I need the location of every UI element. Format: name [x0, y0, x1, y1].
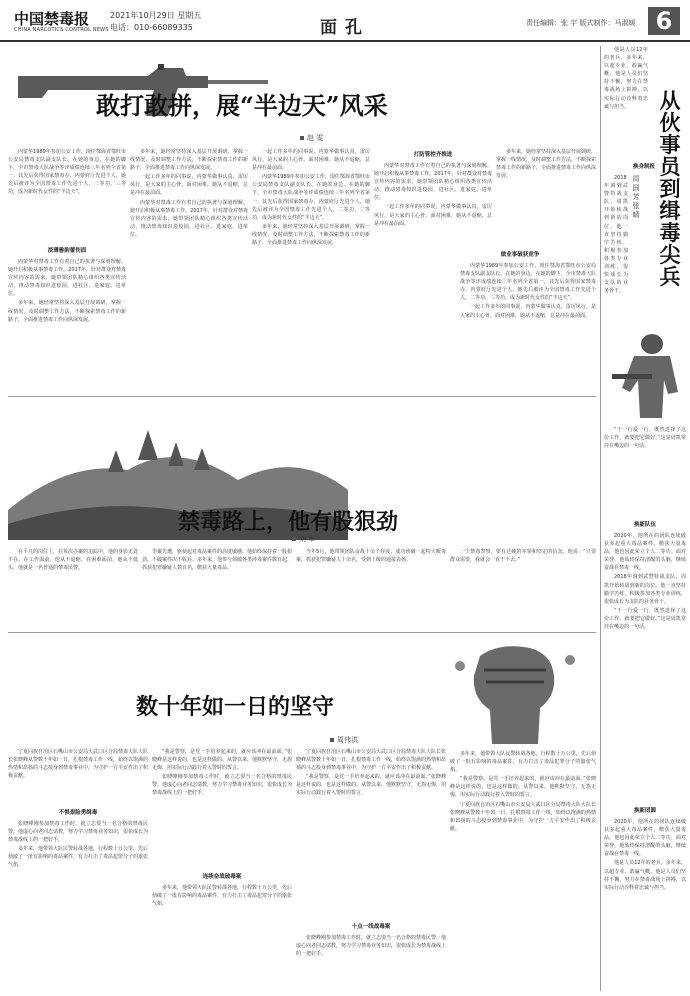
- issue-phone: 电话：010-66089335: [110, 23, 193, 32]
- article-1-paragraph: 内蒙华1989年参加公安工作，现任鄂海省鄂旺市公安局禁毒支队副支队长。在她的身边，在她的脚下，全市禁毒大队战争等评成绩连续三年名列全省第一，其先后获得国家禁毒办、内蒙府厅先进个人，她先后被评为全国禁毒工作先进个人，二等功、三等功，成为新时代女性的“半边天”。: [460, 263, 596, 302]
- soldier-silhouette-icon: [604, 322, 686, 422]
- article-3-column-1b: [8, 820, 148, 990]
- article-3-byline: [330, 735, 358, 745]
- byline-marker-icon: [300, 136, 304, 140]
- sidebar-intro: [604, 46, 648, 158]
- article-3-paragraph: “我是警察，是党一手培养起来的，就应该冲在最前面。”张晓峰是这样说的，也是这样做的。从警以来，他默默坚守，无怨无悔，用实际行动践行着入警时的誓言。: [296, 774, 446, 797]
- article-1-paragraph: 多年来，她经常坚持深入基层开展调研，掌握一线情况，及时调整工作方法，不断探索禁毒工作的新路子，全面推进禁毒工作向纵深发展。: [496, 149, 596, 180]
- sidebar-paragraph: 2020年，他所在的团队连续破获多起重大毒品案件，缴获大量毒品，他也因此荣立个人二等功。面对荣誉，他始终保持清醒的头脑，继续奋战在禁毒一线。: [604, 533, 686, 572]
- article-2-paragraph: 今年5月，他带领团队奋战十余个昼夜，成功侦破一起特大贩毒案，抓获犯罪嫌疑人十余名，受到上级的通报表扬。: [296, 549, 446, 564]
- article-3-hands-illustration: [420, 636, 596, 746]
- article-1-paragraph: 内蒙华1989年参加公安工作，现任鄂海省鄂旺市公安局禁毒支队副支队长。在她的身边，在她的脚下，全市禁毒大队战争等评成绩连续三年名列全省第一，其先后获得国家禁毒办、内蒙府厅先进个人，她先后被评为全国禁毒工作先进个人，二等功、三等功，成为新时代女性的“半边天”。: [252, 174, 370, 221]
- sidebar-subhead-2: 换新队伍: [633, 522, 656, 528]
- article-2-paragraph: 在平凡的岗位上，在每次办案的追踪中，他的身影无处不在。在工作面前，他从不退缩，在困难面前，他从不低头，他就是一名普通的禁毒民警。: [8, 549, 138, 572]
- article-2-column-2: [142, 548, 292, 628]
- article-1-subhead-1: 淡薄雅韵蕾伤面: [47, 248, 87, 254]
- article-2-byline: [292, 534, 315, 544]
- sidebar-paragraph: 他是人员12年的老兵，多年来，以超专业、敢赢气概，他是人员们坚持不懈，努力在禁毒战场上拼搏，以实际行动诠释着忠诚与担当。: [604, 860, 686, 891]
- sidebar-paragraph: 2018年调到武警特战支队，周凯开始转战到新的岗位。他一直坚持勤学苦练，积极参加各类专业训练，很快成长为支队的业务骨干。: [604, 175, 628, 295]
- article-3-paragraph: 张晓峰刚参加禁毒工作时，就立志要当一名合格的禁毒民警。他虚心向老同志请教，努力学习禁毒业务知识，很快成长为禁毒战线上的一把好手。: [8, 821, 148, 844]
- sidebar-divider: [600, 46, 601, 991]
- sidebar-byline: 周国芳 张 晴: [632, 175, 640, 219]
- article-3-author: 周伟洪: [337, 736, 358, 744]
- article-1-subhead-3: 做业事破获竞争: [500, 252, 540, 258]
- article-1-paragraph: 内蒙华对禁毒工作有着自己的执著与深刻理解。她开启积极从事禁毒工作。2017年，针对群众对禁毒宣传内容的需求，她带领团队精心组织各类宣传活动，推动禁毒知识进校园、进社区、进家庭、进单位。: [130, 199, 248, 238]
- sidebar-subhead-1: 换身制报: [632, 164, 655, 170]
- article-1-headline: 敢打敢拼，展“半边天”风采: [96, 91, 388, 120]
- article-1-subhead-2: 打防管控齐推进: [413, 152, 453, 158]
- raised-fist-icon: [420, 636, 596, 746]
- article-1-column-1b: [8, 258, 126, 388]
- article-3-top-rule: [8, 632, 596, 633]
- article-3-subhead-1: 不惧艰险勇缉毒: [58, 810, 98, 816]
- article-1-paragraph: 多年来，她经常坚持深入基层开展调研，掌握一线情况，及时调整工作方法，不断探索禁毒工作的新路子，全面推进禁毒工作向纵深发展。: [8, 300, 126, 323]
- article-1-paragraph: 内蒙华对禁毒工作有着自己的执著与深刻理解。她开启积极从事禁毒工作。2017年，针对群众对禁毒宣传内容的需求，她带领团队精心组织各类宣传活动，推动禁毒知识进校园、进社区、进家庭、进单位。: [374, 163, 492, 202]
- sidebar-paragraph: 2020年，他所在的团队连续破获多起重大毒品案件，缴获大量毒品，他也因此荣立个人二等功。面对荣誉，他始终保持清醒的头脑，继续奋战在禁毒一线。: [604, 819, 686, 858]
- article-1-paragraph: 一起工作多年的同事说，内蒙华做事认真，雷厉风行，是大家的主心骨。面对困难，她从不退缩，总是冲在最前面。: [130, 174, 248, 197]
- sidebar-paragraph: 他是人员12年的老兵，多年来，以超专业、敢赢气概，他是人员们坚持不懈，努力在禁毒战场上拼搏，以实际行动诠释着忠诚与担当。: [604, 47, 648, 110]
- sidebar-column-4: [604, 818, 686, 990]
- article-1-column-5: [496, 148, 596, 248]
- article-1-paragraph: 内蒙华对禁毒工作有着自己的执著与深刻理解。她开启积极从事禁毒工作。2017年，针对群众对禁毒宣传内容的需求，她带领团队精心组织各类宣传活动，推动禁毒知识进校园、进社区、进家庭、进单位。: [8, 259, 126, 298]
- sidebar-soldier-illustration: [604, 322, 686, 422]
- article-2-top-rule: [8, 396, 596, 397]
- article-2-column-4: [450, 548, 596, 628]
- sidebar-headline: 从伙事员到缉毒尖兵: [659, 88, 681, 289]
- article-3-paragraph: 张晓峰刚参加禁毒工作时，就立志要当一名合格的禁毒民警。他虚心向老同志请教，努力学习禁毒业务知识，很快成长为禁毒战线上的一把好手。: [152, 774, 292, 797]
- article-3-paragraph: 宁夏回族自治区石嘴山市公安局大武口区分局禁毒大队大队长张晓峰从警数十年如一日，扎根禁毒工作一线，始终以饱满的热情和昂扬的斗志投身到禁毒事业中，为守护一方平安作出了积极贡献。: [8, 749, 148, 780]
- article-1-paragraph: 多年来，她经常坚持深入基层开展调研，掌握一线情况，及时调整工作方法，不断探索禁毒工作的新路子，全面推进禁毒工作向纵深发展。: [130, 149, 248, 172]
- sidebar-paragraph: 2018年调到武警特战支队，周凯开始转战到新的岗位。他一直坚持勤学苦练，积极参加各类专业训练，很快成长为支队的业务骨干。: [604, 574, 686, 605]
- article-1-column-3: [252, 148, 370, 393]
- article-3-paragraph: 多年来，他带领大队民警转战各地，行程数十万公里，先后侦破了一批有影响的毒品案件，有力打击了毒品犯罪分子的嚣张气焰。: [8, 846, 148, 869]
- article-3-subhead-2: 连续奋战破毒案: [202, 874, 242, 880]
- article-3-paragraph: 张晓峰刚参加禁毒工作时，就立志要当一名合格的禁毒民警。他虚心向老同志请教，努力学习禁毒业务知识，很快成长为禁毒战线上的一把好手。: [296, 935, 446, 958]
- article-3-paragraph: “我是警察，是党一手培养起来的，就应该冲在最前面。”张晓峰是这样说的，也是这样做的。从警以来，他默默坚守，无怨无悔，用实际行动践行着入警时的誓言。: [152, 749, 292, 772]
- article-3-headline: 数十年如一日的坚守: [136, 694, 335, 720]
- byline-marker-icon: [292, 537, 296, 541]
- article-1-paragraph: 一起工作多年的同事说，内蒙华做事认真，雷厉风行，是大家的主心骨。面对困难，她从不退缩，总是冲在最前面。: [252, 149, 370, 172]
- paper-name: 中国禁毒报: [14, 10, 90, 28]
- sidebar-paragraph: “干一行爱一行，既然选择了这份工作，就要把它做好。”这是周凯常挂在嘴边的一句话。: [604, 607, 686, 631]
- byline-marker-icon: [330, 738, 334, 742]
- article-3-column-3: [296, 748, 446, 918]
- article-1-byline: [300, 133, 323, 143]
- article-2-author: 刘 军: [299, 535, 316, 543]
- issue-date: 2021年10月29日 星期五: [110, 11, 202, 20]
- article-1-author: 赵 雯: [307, 134, 324, 142]
- editors-credit: 责任编辑：张 宇 版式制作：马淑媛: [526, 19, 636, 27]
- article-1-paragraph: 一起工作多年的同事说，内蒙华做事认真，雷厉风行，是大家的主心骨。面对困难，她从不退缩，总是冲在最前面。: [460, 304, 596, 319]
- article-3-column-1: [8, 748, 148, 804]
- article-2-column-1: [8, 548, 138, 628]
- article-2-paragraph: 李案先遭，驱使起对毒品案件的高度敏感，他始终保持着一股狠劲，不破案件决不收兵。多年来，他参与侦破各类涉毒案件数百起，抓获犯罪嫌疑人数百名，缴获大量毒品。: [142, 549, 292, 572]
- article-3-paragraph: 多年来，他带领大队民警转战各地，行程数十万公里，先后侦破了一批有影响的毒品案件，有力打击了毒品犯罪分子的嚣张气焰。: [450, 751, 596, 774]
- masthead: [0, 0, 690, 42]
- sidebar-column-2: [604, 426, 686, 516]
- article-3-paragraph: 宁夏回族自治区石嘴山市公安局大武口区分局禁毒大队大队长张晓峰从警数十年如一日，扎根禁毒工作一线，始终以饱满的热情和昂扬的斗志投身到禁毒事业中，为守护一方平安作出了积极贡献。: [296, 749, 446, 772]
- sidebar-subhead-3: 换新团圆: [633, 808, 656, 814]
- article-1-paragraph: 多年来，她经常坚持深入基层开展调研，掌握一线情况，及时调整工作方法，不断探索禁毒工作的新路子，全面推进禁毒工作向纵深发展。: [252, 223, 370, 247]
- paper-english-name: CHINA NARCOTICS CONTROL NEWS: [14, 27, 109, 33]
- article-3-column-2: [152, 748, 292, 868]
- article-1-column-5b: [460, 262, 596, 392]
- article-1-paragraph: 一起工作多年的同事说，内蒙华做事认真，雷厉风行，是大家的主心骨。面对困难，她从不退缩，总是冲在最前面。: [374, 204, 492, 227]
- article-2-paragraph: 一个禁毒警察，要有过硬的本领和坚定的信念。他说：“只要群众需要，我就会一直干下去。”: [450, 549, 596, 564]
- article-3-paragraph: 多年来，他带领大队民警转战各地，行程数十万公里，先后侦破了一批有影响的毒品案件，有力打击了毒品犯罪分子的嚣张气焰。: [152, 885, 292, 908]
- page-number: 6: [648, 7, 680, 35]
- article-3-paragraph: “我是警察，是党一手培养起来的，就应该冲在最前面。”张晓峰是这样说的，也是这样做的。从警以来，他默默坚守，无怨无悔，用实际行动践行着入警时的誓言。: [450, 776, 596, 799]
- sidebar-paragraph: “干一行爱一行，既然选择了这份工作，就要把它做好。”这是周凯常挂在嘴边的一句话。: [604, 427, 686, 450]
- article-2-column-3: [296, 548, 446, 628]
- article-2-headline: 禁毒路上，他有股狠劲: [178, 509, 399, 535]
- sidebar-column-3: [604, 532, 686, 802]
- article-3-column-2b: [152, 884, 292, 990]
- article-3-subhead-3: 十点一线战毒案: [351, 924, 391, 930]
- article-3-paragraph: 宁夏回族自治区石嘴山市公安局大武口区分局禁毒大队大队长张晓峰从警数十年如一日，扎根禁毒工作一线，始终以饱满的热情和昂扬的斗志投身到禁毒事业中，为守护一方平安作出了积极贡献。: [450, 801, 596, 832]
- section-title: 面孔: [320, 18, 370, 38]
- article-1-column-2: [130, 148, 248, 393]
- article-3-column-4: [450, 750, 596, 990]
- article-3-column-3b: [296, 934, 446, 990]
- article-1-paragraph: 内蒙华1989年参加公安工作，现任鄂海省鄂旺市公安局禁毒支队副支队长。在她的身边，在她的脚下，全市禁毒大队战争等评成绩连续三年名列全省第一，其先后获得国家禁毒办、内蒙府厅先进个人，她先后被评为全国禁毒工作先进个人，二等功、三等功，成为新时代女性的“半边天”。: [8, 149, 126, 196]
